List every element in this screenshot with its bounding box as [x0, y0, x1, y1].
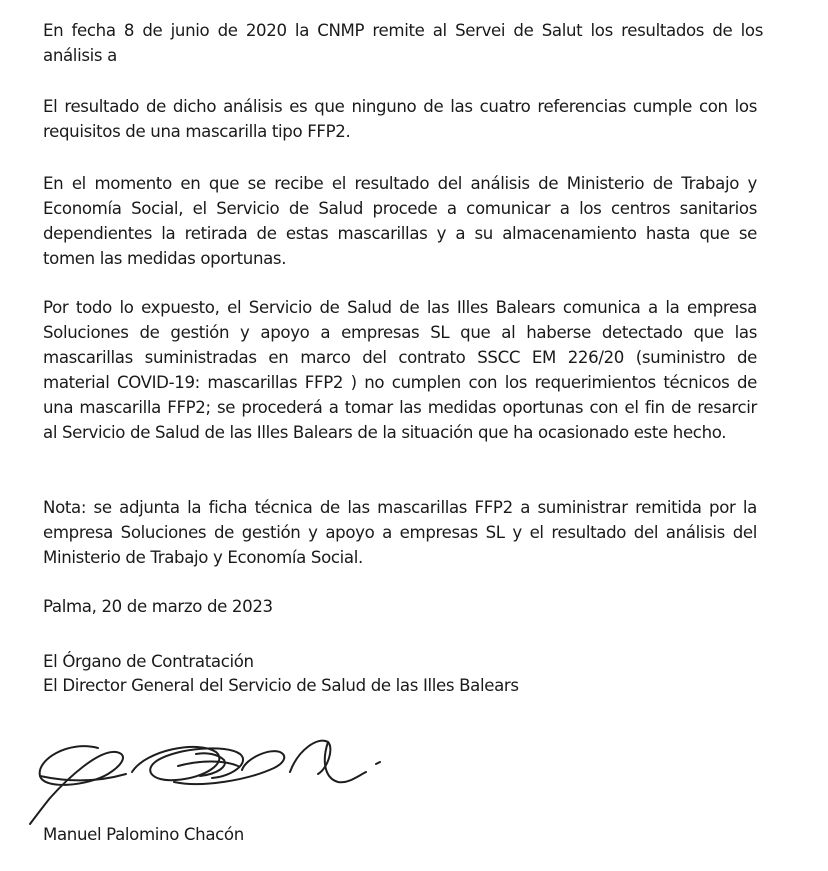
paragraph-company-notification: Por todo lo expuesto, el Servicio de Salud de las Illes Balears comunica a la empresa Soluciones de gestión y apoyo a empresas SL que al haberse detectado que las mascarillas suministradas en marco del contrato SSCC EM 226/20 (suministro de material COVID-19: mascarillas FFP2 ) no cumplen con los requerimientos técnicos de una mascarilla FFP2; se procederá a tomar las medidas oportunas con el fin de resarcir al Servicio de Salud de las Illes Balears de la situación que ha ocasionado este hecho.: [43, 298, 757, 442]
signatory-name: Manuel Palomino Chacón: [43, 825, 244, 844]
signatory-body: El Órgano de Contratación: [43, 652, 254, 671]
handwritten-signature: [28, 720, 408, 830]
place-and-date: Palma, 20 de marzo de 2023: [43, 597, 273, 616]
paragraph-analysis-result: El resultado de dicho análisis es que ninguno de las cuatro referencias cumple con los requisitos de una mascarilla tipo FFP2.: [43, 97, 757, 141]
signatory-title: El Director General del Servicio de Salud de las Illes Balears: [43, 676, 519, 695]
paragraph-cnmp-results: En fecha 8 de junio de 2020 la CNMP remite al Servei de Salut los resultados de los análisis a: [43, 21, 763, 65]
paragraph-withdrawal-communication: En el momento en que se recibe el resultado del análisis de Ministerio de Trabajo y Economía Social, el Servicio de Salud procede a comunicar a los centros sanitarios dependientes la retirada de estas mascarillas y a su almacenamiento hasta que se tomen las medidas oportunas.: [43, 174, 757, 268]
paragraph-attachment-note: Nota: se adjunta la ficha técnica de las mascarillas FFP2 a suministrar remitida por la empresa Soluciones de gestión y apoyo a empresas SL y el resultado del análisis del Ministerio de Trabajo y Economía Social.: [43, 498, 757, 567]
